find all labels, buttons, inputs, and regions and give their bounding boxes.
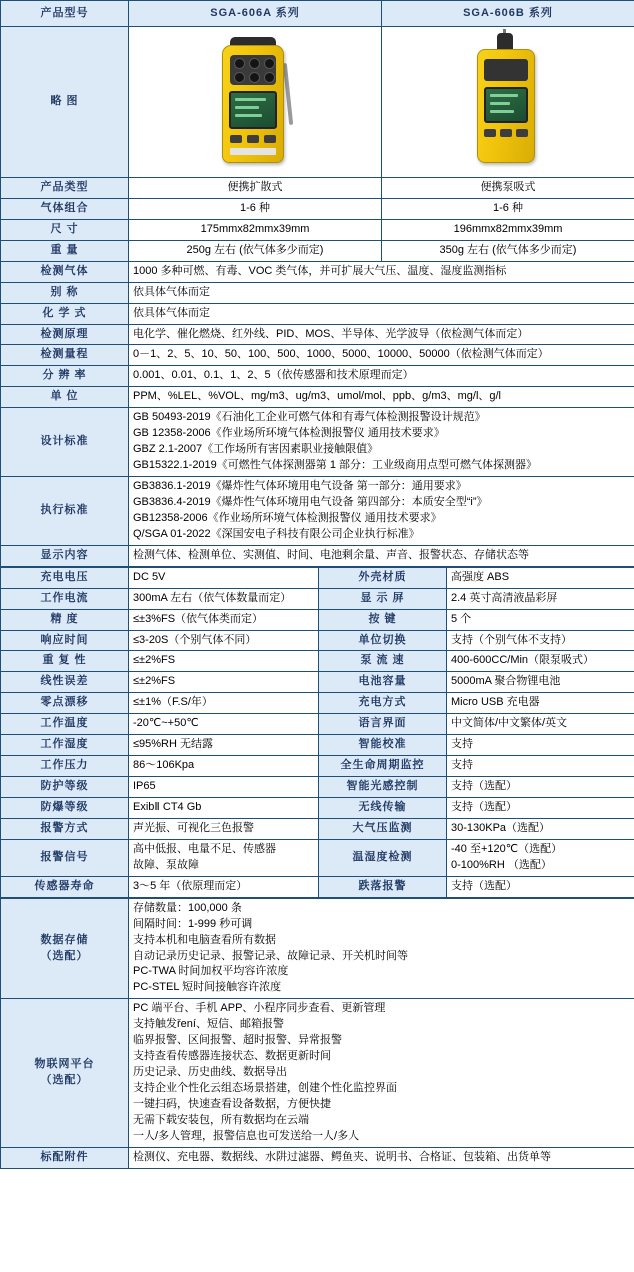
device-image-b-cell [382, 27, 634, 178]
light-sensing-value: 支持（选配） [447, 777, 634, 798]
table-row-model [1, 1, 634, 27]
portable-diffusion-gas-detector-icon [200, 29, 310, 169]
specification-table [0, 0, 634, 567]
table-row-exec-standard [1, 477, 634, 546]
size-b: 196mmx82mmx39mm [382, 219, 634, 240]
table-row-diagram [1, 27, 634, 178]
table-row-working-humidity [1, 735, 634, 756]
table-row-weight [1, 240, 634, 261]
table-row-explosion-grade [1, 798, 634, 819]
table-row-product-type [1, 177, 634, 198]
row-label-working-humidity: 工作湿度 [1, 735, 129, 756]
linear-error-value: ≤±2%FS [129, 672, 319, 693]
row-label-formula: 化 学 式 [1, 303, 129, 324]
iot-platform-line-6: 支持企业个性化云组态场景搭建，创建个性化监控界面 [133, 1082, 397, 1094]
table-row-resolution [1, 366, 634, 387]
table-row-working-temperature [1, 714, 634, 735]
alarm-signal-line-1: 高中低报、电量不足、传感器 [133, 842, 276, 855]
battery-capacity-value: 5000mA 聚合物锂电池 [447, 672, 634, 693]
unit-switch-value: 支持（个别气体不支持） [447, 630, 634, 651]
weight-a: 250g 左右 (依气体多少而定) [129, 240, 382, 261]
table-row-display-content [1, 545, 634, 566]
row-label-keys: 按 键 [319, 609, 447, 630]
row-label-light-sensing: 智能光感控制 [319, 777, 447, 798]
alarm-signal-value [129, 839, 319, 876]
row-label-exec-standard: 执行标准 [1, 477, 129, 546]
table-row-design-standard [1, 408, 634, 477]
keys-value: 5 个 [447, 609, 634, 630]
row-label-product-type: 产品类型 [1, 177, 129, 198]
row-label-accessories: 标配附件 [1, 1147, 129, 1168]
table-row-sensor-life [1, 876, 634, 897]
row-label-lifecycle-monitor: 全生命周期监控 [319, 756, 447, 777]
repeatability-value: ≤±2%FS [129, 651, 319, 672]
table-row-range [1, 345, 634, 366]
table-row-detect-gas [1, 261, 634, 282]
temp-humidity-line-2: 0-100%RH （选配） [451, 858, 552, 871]
row-label-charge-voltage: 充电电压 [1, 567, 129, 588]
alarm-signal-line-2: 故障、泵故障 [133, 858, 199, 871]
data-storage-label-line-1: 数据存储 [40, 933, 89, 946]
iot-platform-label-line-1: 物联网平台 [34, 1058, 95, 1071]
temp-humidity-line-1: -40 至+120℃（选配） [451, 842, 563, 855]
response-time-value: ≤3-20S（个别气体不同） [129, 630, 319, 651]
working-humidity-value: ≤95%RH 无结露 [129, 735, 319, 756]
temp-humidity-value [447, 839, 634, 876]
product-type-b: 便携泵吸式 [382, 177, 634, 198]
row-label-working-temperature: 工作温度 [1, 714, 129, 735]
atmospheric-pressure-value: 30-130KPa（选配） [447, 818, 634, 839]
weight-b: 350g 左右 (依气体多少而定) [382, 240, 634, 261]
working-current-value: 300mA 左右（依气体数量而定） [129, 588, 319, 609]
data-storage-line-2: 间隔时间：1-999 秒可调 [133, 917, 253, 930]
data-storage-line-5: PC-TWA 时间加权平均容许浓度 [133, 965, 289, 978]
row-label-working-current: 工作电流 [1, 588, 129, 609]
parameter-pairs-table [0, 567, 634, 898]
alias-value: 依具体气体而定 [129, 282, 634, 303]
table-row-protection-grade [1, 777, 634, 798]
data-storage-label-line-2: （选配） [40, 949, 89, 962]
table-row-alarm-signal [1, 839, 634, 876]
row-label-alarm-method: 报警方式 [1, 818, 129, 839]
charge-voltage-value: DC 5V [129, 567, 319, 588]
row-label-detect-gas: 检测气体 [1, 261, 129, 282]
row-label-response-time: 响应时间 [1, 630, 129, 651]
table-row-working-pressure [1, 756, 634, 777]
table-row-zero-drift [1, 693, 634, 714]
extended-features-table [0, 898, 634, 1169]
row-label-alarm-signal: 报警信号 [1, 839, 129, 876]
row-label-iot-platform [1, 999, 129, 1147]
data-storage-line-4: 自动记录历史记录、报警记录、故障记录、开关机时间等 [133, 949, 408, 962]
lifecycle-monitor-value: 支持 [447, 756, 634, 777]
exec-standard-line-1: GB3836.1-2019《爆炸性气体环境用电气设备 第一部分：通用要求》 [133, 480, 467, 492]
design-standard-line-4: GB15322.1-2019《可燃性气体探测器第 1 部分：工业级商用点型可燃气体探测器》 [133, 459, 538, 472]
design-standard-line-1: GB 50493-2019《石油化工企业可燃气体和有毒气体检测报警设计规范》 [133, 411, 486, 424]
row-label-weight: 重 量 [1, 240, 129, 261]
formula-value: 依具体气体而定 [129, 303, 634, 324]
gas-combination-a: 1-6 种 [129, 198, 382, 219]
data-storage-line-3: 支持本机和电脑查看所有数据 [133, 933, 276, 946]
table-row-unit [1, 387, 634, 408]
table-row-linear-error [1, 672, 634, 693]
table-row-size [1, 219, 634, 240]
pump-flow-value: 400-600CC/Min（限泵吸式） [447, 651, 634, 672]
row-label-pump-flow: 泵 流 速 [319, 651, 447, 672]
row-label-zero-drift: 零点漂移 [1, 693, 129, 714]
device-image-a-cell [129, 27, 382, 178]
smart-calibration-value: 支持 [447, 735, 634, 756]
table-row-repeatability [1, 651, 634, 672]
iot-platform-line-7: 一键扫码，快速查看设备数据，方便快捷 [133, 1097, 331, 1110]
exec-standard-line-4: Q/SGA 01-2022《深国安电子科技有限公司企业执行标准》 [133, 527, 420, 540]
data-storage-line-1: 存储数量：100,000 条 [133, 901, 242, 914]
row-label-atmospheric-pressure: 大气压监测 [319, 818, 447, 839]
iot-platform-line-9: 一人/多人管理，报警信息也可发送给一人/多人 [133, 1129, 360, 1142]
working-pressure-value: 86～106Kpa [129, 756, 319, 777]
row-label-diagram: 略 图 [1, 27, 129, 178]
table-row-response-time [1, 630, 634, 651]
table-row-gas-combination [1, 198, 634, 219]
table-row-accuracy [1, 609, 634, 630]
row-label-principle: 检测原理 [1, 324, 129, 345]
row-label-design-standard: 设计标准 [1, 408, 129, 477]
row-label-repeatability: 重 复 性 [1, 651, 129, 672]
drop-alarm-value: 支持（选配） [447, 876, 634, 897]
language-value: 中文简体/中文繁体/英文 [447, 714, 634, 735]
accessories-value: 检测仪、充电器、数据线、水阱过滤器、鳄鱼夹、说明书、合格证、包装箱、出货单等 [129, 1147, 634, 1168]
range-value: 0－1、2、5、10、50、100、500、1000、5000、10000、50000（依检测气体而定） [129, 345, 634, 366]
row-label-model: 产品型号 [1, 1, 129, 27]
principle-value: 电化学、催化燃烧、红外线、PID、MOS、半导体、光学波导（依检测气体而定） [129, 324, 634, 345]
product-type-a: 便携扩散式 [129, 177, 382, 198]
row-label-display-screen: 显 示 屏 [319, 588, 447, 609]
row-label-resolution: 分 辨 率 [1, 366, 129, 387]
table-row-iot-platform [1, 999, 634, 1147]
exec-standard-line-2: GB3836.4-2019《爆炸性气体环境用电气设备 第四部分：本质安全型“i”》 [133, 495, 488, 508]
row-label-smart-calibration: 智能校准 [319, 735, 447, 756]
row-label-drop-alarm: 跌落报警 [319, 876, 447, 897]
display-content-value: 检测气体、检测单位、实测值、时间、电池剩余量、声音、报警状态、存储状态等 [129, 545, 634, 566]
iot-platform-value [129, 999, 634, 1147]
iot-platform-line-2: 支持触发ření、短信、邮箱报警 [133, 1018, 284, 1031]
row-label-accuracy: 精 度 [1, 609, 129, 630]
design-standard-value [129, 408, 634, 477]
portable-pump-gas-detector-icon [453, 29, 563, 169]
table-row-accessories [1, 1147, 634, 1168]
row-label-explosion-grade: 防爆等级 [1, 798, 129, 819]
unit-value: PPM、%LEL、%VOL、mg/m3、ug/m3、umol/mol、ppb、g/m3、mg/l、g/l [129, 387, 634, 408]
iot-platform-line-4: 支持查看传感器连接状态、数据更新时间 [133, 1050, 331, 1063]
iot-platform-line-5: 历史记录、历史曲线、数据导出 [133, 1066, 287, 1079]
row-label-working-pressure: 工作压力 [1, 756, 129, 777]
shell-material-value: 高强度 ABS [447, 567, 634, 588]
gas-combination-b: 1-6 种 [382, 198, 634, 219]
exec-standard-value [129, 477, 634, 546]
row-label-protection-grade: 防护等级 [1, 777, 129, 798]
protection-grade-value: IP65 [129, 777, 319, 798]
exec-standard-line-3: GB12358-2006《作业场所环境气体检测报警仪 通用技术要求》 [133, 511, 442, 524]
table-row-formula [1, 303, 634, 324]
row-label-shell-material: 外壳材质 [319, 567, 447, 588]
charge-method-value: Micro USB 充电器 [447, 693, 634, 714]
iot-platform-line-8: 无需下载安装包，所有数据均在云端 [133, 1113, 309, 1126]
row-label-display-content: 显示内容 [1, 545, 129, 566]
row-label-range: 检测量程 [1, 345, 129, 366]
row-label-language: 语言界面 [319, 714, 447, 735]
table-row-data-storage [1, 898, 634, 999]
row-label-size: 尺 寸 [1, 219, 129, 240]
explosion-grade-value: ExibⅡ CT4 Gb [129, 798, 319, 819]
row-label-linear-error: 线性误差 [1, 672, 129, 693]
detect-gas-value: 1000 多种可燃、有毒、VOC 类气体，并可扩展大气压、温度、湿度监测指标 [129, 261, 634, 282]
design-standard-line-2: GB 12358-2006《作业场所环境气体检测报警仪 通用技术要求》 [133, 427, 445, 440]
model-b-header: SGA-606B 系列 [382, 1, 634, 27]
row-label-unit: 单 位 [1, 387, 129, 408]
row-label-wireless: 无线传输 [319, 798, 447, 819]
alarm-method-value: 声光振、可视化三色报警 [129, 818, 319, 839]
size-a: 175mmx82mmx39mm [129, 219, 382, 240]
design-standard-line-3: GBZ 2.1-2007《工作场所有害因素职业接触限值》 [133, 443, 379, 456]
wireless-value: 支持（选配） [447, 798, 634, 819]
iot-platform-line-1: PC 端平台、手机 APP、小程序同步查看、更新管理 [133, 1002, 386, 1015]
row-label-unit-switch: 单位切换 [319, 630, 447, 651]
zero-drift-value: ≤±1%（F.S/年） [129, 693, 319, 714]
row-label-temp-humidity: 温湿度检测 [319, 839, 447, 876]
table-row-alias [1, 282, 634, 303]
display-screen-value: 2.4 英寸高清液晶彩屏 [447, 588, 634, 609]
sensor-life-value: 3～5 年（依原理而定） [129, 876, 319, 897]
resolution-value: 0.001、0.01、0.1、1、2、5（依传感器和技术原理而定） [129, 366, 634, 387]
row-label-battery-capacity: 电池容量 [319, 672, 447, 693]
row-label-data-storage [1, 898, 129, 999]
iot-platform-label-line-2: （选配） [40, 1074, 89, 1087]
table-row-principle [1, 324, 634, 345]
iot-platform-line-3: 临界报警、区间报警、超时报警、异常报警 [133, 1034, 342, 1047]
table-row-working-current [1, 588, 634, 609]
model-a-header: SGA-606A 系列 [129, 1, 382, 27]
data-storage-value [129, 898, 634, 999]
row-label-gas-combination: 气体组合 [1, 198, 129, 219]
row-label-alias: 别 称 [1, 282, 129, 303]
working-temperature-value: -20℃~+50℃ [129, 714, 319, 735]
row-label-sensor-life: 传感器寿命 [1, 876, 129, 897]
data-storage-line-6: PC-STEL 短时间接触容许浓度 [133, 981, 282, 994]
table-row-alarm-method [1, 818, 634, 839]
accuracy-value: ≤±3%FS（依气体类而定） [129, 609, 319, 630]
table-row-charge-voltage [1, 567, 634, 588]
row-label-charge-method: 充电方式 [319, 693, 447, 714]
